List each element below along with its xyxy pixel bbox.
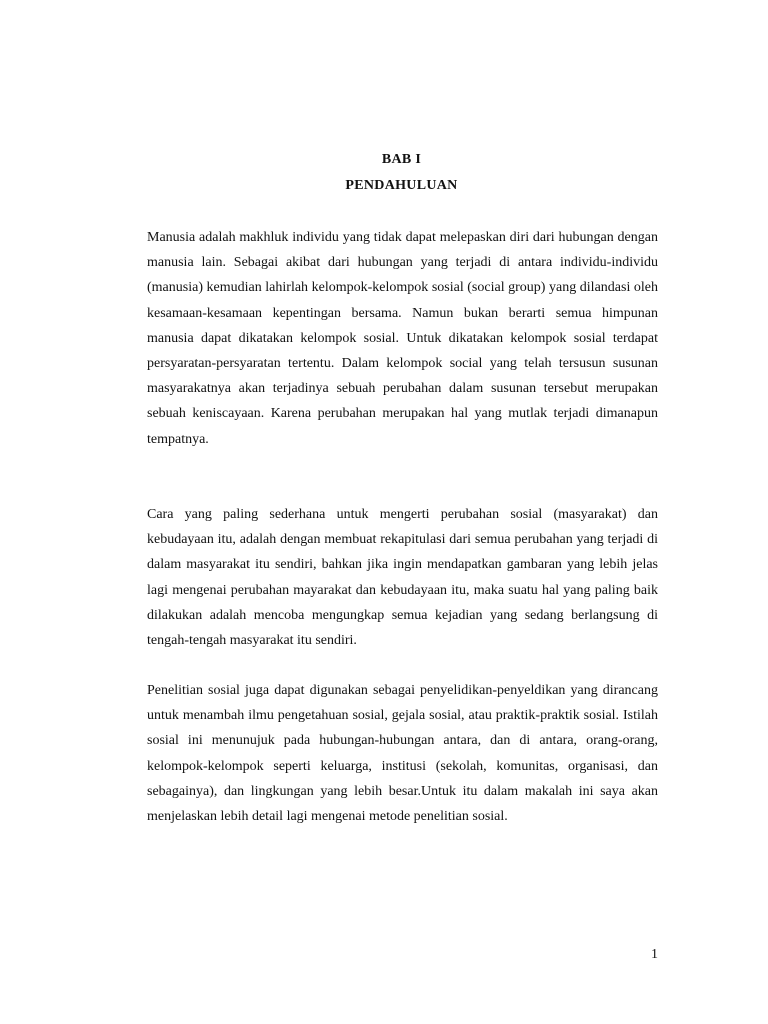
paragraph-introduction: Manusia adalah makhluk individu yang tidak dapat melepaskan diri dari hubungan dengan manusia lain. Sebagai akibat dari hubungan yang terjadi di antara individu-individu (manusia) kemudian lahirlah kelompok-kelompok sosial (social group) yang dilandasi oleh kesamaan-kesamaan kepentingan bersama. Namun bukan berarti semua himpunan manusia dapat dikatakan kelompok sosial. Untuk dikatakan kelompok sosial terdapat persyaratan-persyaratan tertentu. Dalam kelompok social yang telah tersusun susunan masyarakatnya akan terjadinya sebuah perubahan dalam susunan tersebut merupakan sebuah keniscayaan. Karena perubahan merupakan hal yang mutlak terjadi dimanapun tempatnya.	[147, 230, 658, 447]
chapter-number: BAB I	[381, 152, 422, 167]
chapter-title: PENDAHULUAN	[345, 178, 458, 193]
page-number: 1	[651, 947, 658, 962]
paragraph-social-change: Cara yang paling sederhana untuk mengerti perubahan sosial (masyarakat) dan kebudayaan itu, adalah dengan membuat rekapitulasi dari semua perubahan yang terjadi di dalam masyarakat itu sendiri, bahkan jika ingin mendapatkan gambaran yang lebih jelas lagi mengenai perubahan mayarakat dan kebudayaan itu, maka suatu hal yang paling baik dilakukan adalah mencoba mengungkap semua kejadian yang sedang berlangsung di tengah-tengah masyarakat itu sendiri.	[147, 507, 658, 649]
paragraph-social-research: Penelitian sosial juga dapat digunakan sebagai penyelidikan-penyeldikan yang dirancang untuk menambah ilmu pengetahuan sosial, gejala sosial, atau praktik-praktik sosial. Istilah sosial ini menunujuk pada hubungan-hubungan antara, dan di antara, orang-orang, kelompok-kelompok seperti keluarga, institusi (sekolah, komunitas, organisasi, dan sebagainya), dan lingkungan yang lebih besar.Untuk itu dalam makalah ini saya akan menjelaskan lebih detail lagi mengenai metode penelitian sosial.	[147, 683, 658, 825]
